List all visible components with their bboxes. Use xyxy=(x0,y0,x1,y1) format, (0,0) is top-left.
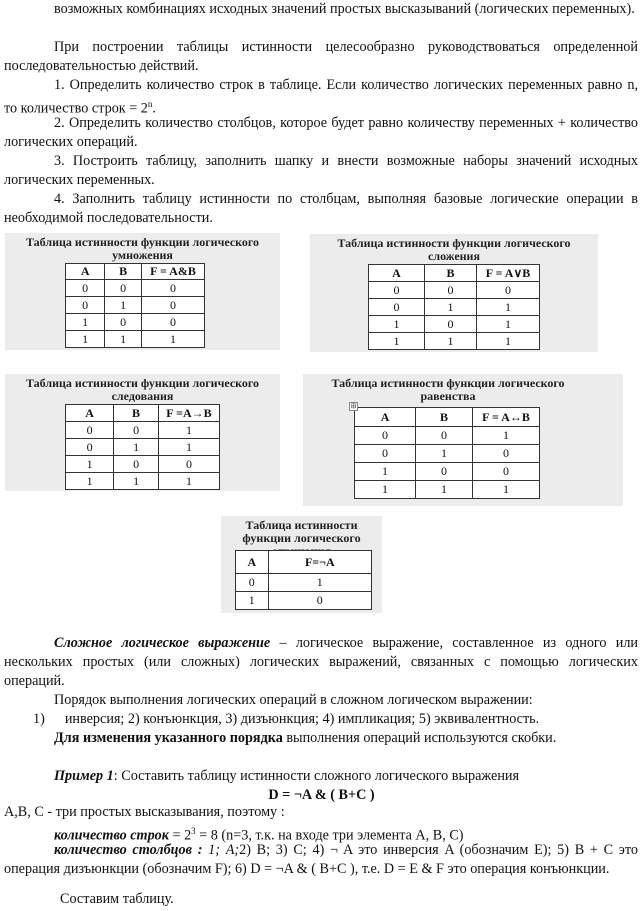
header-cell: A xyxy=(369,265,425,282)
table-cell: 0 xyxy=(66,280,105,297)
table-cell: 0 xyxy=(424,282,476,299)
intro-line: возможных комбинациях исходных значений простых высказываний (логических переменных). xyxy=(54,1,635,17)
table-title: Таблица истинности функции логического сложения xyxy=(337,236,571,263)
brackets-note-bold: Для изменения указанного порядка xyxy=(54,730,283,746)
truth-table-conjunction-block xyxy=(5,233,280,350)
table-cell: 0 xyxy=(477,282,540,299)
table-cell: 1 xyxy=(142,331,205,348)
table-cell: 0 xyxy=(355,445,416,463)
table-cell: 1 xyxy=(236,592,269,610)
header-cell: A xyxy=(236,551,269,574)
table-cell: 0 xyxy=(369,299,425,316)
table-title: Таблица истинности функции логического следования xyxy=(25,376,260,403)
header-cell: A xyxy=(66,405,114,422)
table-cell: 1 xyxy=(105,331,142,348)
columns-count-first: 1; A; xyxy=(202,842,240,858)
table-cell: 1 xyxy=(159,422,220,439)
table-title: Таблица истинности функции логического умножения xyxy=(25,235,260,262)
header-cell: B xyxy=(424,265,476,282)
truth-table-equivalence-block xyxy=(303,374,623,506)
table-cell: 0 xyxy=(142,297,205,314)
rows-count-sup: 3 xyxy=(191,826,196,836)
table-cell: 1 xyxy=(424,299,476,316)
table-cell: 0 xyxy=(424,316,476,333)
table-cell: 1 xyxy=(473,481,540,499)
truth-table-negation-block xyxy=(221,516,382,613)
table-cell: 0 xyxy=(105,280,142,297)
make-table-line: Составим таблицу. xyxy=(60,891,174,907)
table-cell: 1 xyxy=(268,574,371,592)
table-cell: 1 xyxy=(473,427,540,445)
rows-count-text: = 8 (n=3, т.к. на входе три элемента A, B, C) xyxy=(195,827,464,844)
table-title: Таблица истинности функции логического xyxy=(242,518,361,545)
table-cell: 0 xyxy=(369,282,425,299)
table-cell: 0 xyxy=(159,456,220,473)
table-cell: 0 xyxy=(473,445,540,463)
columns-count-label: количество столбцов : xyxy=(54,842,203,858)
variables-line: A,B, C - три простых высказывания, поэтому : xyxy=(4,804,285,820)
order-line: Порядок выполнения логических операций в сложном логическом выражении: xyxy=(54,692,533,708)
table-cell: 0 xyxy=(142,280,205,297)
header-cell: B xyxy=(416,408,473,427)
header-cell: F = A&B xyxy=(142,264,205,280)
columns-count-line xyxy=(4,841,638,879)
step-4: 4. Заполнить таблицу истинности по столбцам, выполняя базовые логические операции в необходимой последовательности. xyxy=(4,191,638,226)
step-2: 2. Определить количество столбцов, которое будет равно количеству переменных + количество логических операций. xyxy=(4,115,638,150)
step-3: 3. Построить таблицу, заполнить шапку и внести возможные наборы значений исходных логических переменных. xyxy=(4,153,638,188)
truth-table xyxy=(354,407,540,499)
table-cell: 1 xyxy=(355,481,416,499)
example-formula: D = ¬A & ( B+C ) xyxy=(268,787,375,803)
table-cell: 0 xyxy=(473,463,540,481)
table-cell: 1 xyxy=(369,333,425,350)
truth-table-implication-block xyxy=(5,374,280,491)
table-cell: 1 xyxy=(477,333,540,350)
header-cell: F = A∨B xyxy=(477,265,540,282)
intro-paragraph: При построении таблицы истинности целесообразно руководствоваться определенной последовательностью действий. xyxy=(4,39,638,74)
definition-text: – логическое выражение, составленное из одного или нескольких простых (или сложных) логических выражений, связанных с помощью логических операций. xyxy=(4,635,638,689)
definition-paragraph xyxy=(4,634,638,691)
definition-term: Сложное логическое выражение xyxy=(54,635,271,651)
table-cell: 0 xyxy=(66,422,114,439)
table-cell: 1 xyxy=(477,299,540,316)
table-cell: 1 xyxy=(355,463,416,481)
table-cell: 0 xyxy=(114,456,159,473)
table-title: Таблица истинности функции логического равенства xyxy=(331,376,565,403)
table-cell: 1 xyxy=(416,481,473,499)
table-cell: 0 xyxy=(66,439,114,456)
truth-table xyxy=(65,404,220,490)
brackets-note xyxy=(4,729,638,748)
header-cell: A xyxy=(355,408,416,427)
list-text: инверсия; 2) конъюнкция, 3) дизъюнкция; 4) импликация; 5) эквивалентность. xyxy=(64,711,540,727)
table-cell: 0 xyxy=(416,463,473,481)
table-cell: 0 xyxy=(114,422,159,439)
table-cell: 0 xyxy=(66,297,105,314)
table-cell: 1 xyxy=(159,473,220,490)
truth-table xyxy=(65,263,205,348)
header-cell: F =A→B xyxy=(159,405,220,422)
table-cell: 1 xyxy=(66,473,114,490)
list-number: 1) xyxy=(33,711,45,727)
table-cell: 1 xyxy=(477,316,540,333)
table-cell: 0 xyxy=(142,314,205,331)
truth-table-disjunction-block xyxy=(310,234,598,352)
step-1-superscript: n xyxy=(147,99,153,109)
header-cell: F = A↔B xyxy=(473,408,540,427)
table-cell: 1 xyxy=(105,297,142,314)
object-anchor-icon: ⊞ xyxy=(350,402,357,410)
table-cell: 0 xyxy=(355,427,416,445)
header-cell: B xyxy=(105,264,142,280)
header-cell: B xyxy=(114,405,159,422)
header-cell: A xyxy=(66,264,105,280)
table-cell: 0 xyxy=(236,574,269,592)
table-cell: 0 xyxy=(268,592,371,610)
rows-count-label: количество строк xyxy=(54,827,169,844)
table-cell: 0 xyxy=(105,314,142,331)
table-cell: 1 xyxy=(369,316,425,333)
table-cell: 1 xyxy=(66,331,105,348)
header-cell: F=¬A xyxy=(268,551,371,574)
example-label: Пример 1 xyxy=(54,768,114,784)
truth-table xyxy=(235,550,372,610)
table-cell: 0 xyxy=(416,427,473,445)
brackets-note-text: выполнения операций используются скобки. xyxy=(282,730,557,746)
example-text: : Составить таблицу истинности сложного логического выражения xyxy=(113,768,520,784)
table-cell: 1 xyxy=(66,314,105,331)
table-cell: 1 xyxy=(66,456,114,473)
step-1-period: . xyxy=(152,100,156,117)
table-cell: 1 xyxy=(159,439,220,456)
columns-count-text: 2) B; 3) C; 4) ¬ A это инверсия A (обозначим E); 5) B + C это операция дизъюнкции (обозначим F); 6) D = ¬A & ( B+C ), т.е. D = E & F это операция конъюнкции. xyxy=(4,842,638,877)
order-list-item xyxy=(33,710,633,729)
table-cell: 1 xyxy=(424,333,476,350)
truth-table xyxy=(368,264,540,350)
table-cell: 1 xyxy=(416,445,473,463)
step-1 xyxy=(4,76,638,119)
rows-count-eq: = 2 xyxy=(168,827,192,844)
table-cell: 1 xyxy=(114,473,159,490)
table-cell: 1 xyxy=(114,439,159,456)
step-1-text: 1. Определить количество строк в таблице. Если количество логических переменных равно n, то количество строк = 2 xyxy=(4,77,638,117)
example-heading xyxy=(4,767,638,786)
